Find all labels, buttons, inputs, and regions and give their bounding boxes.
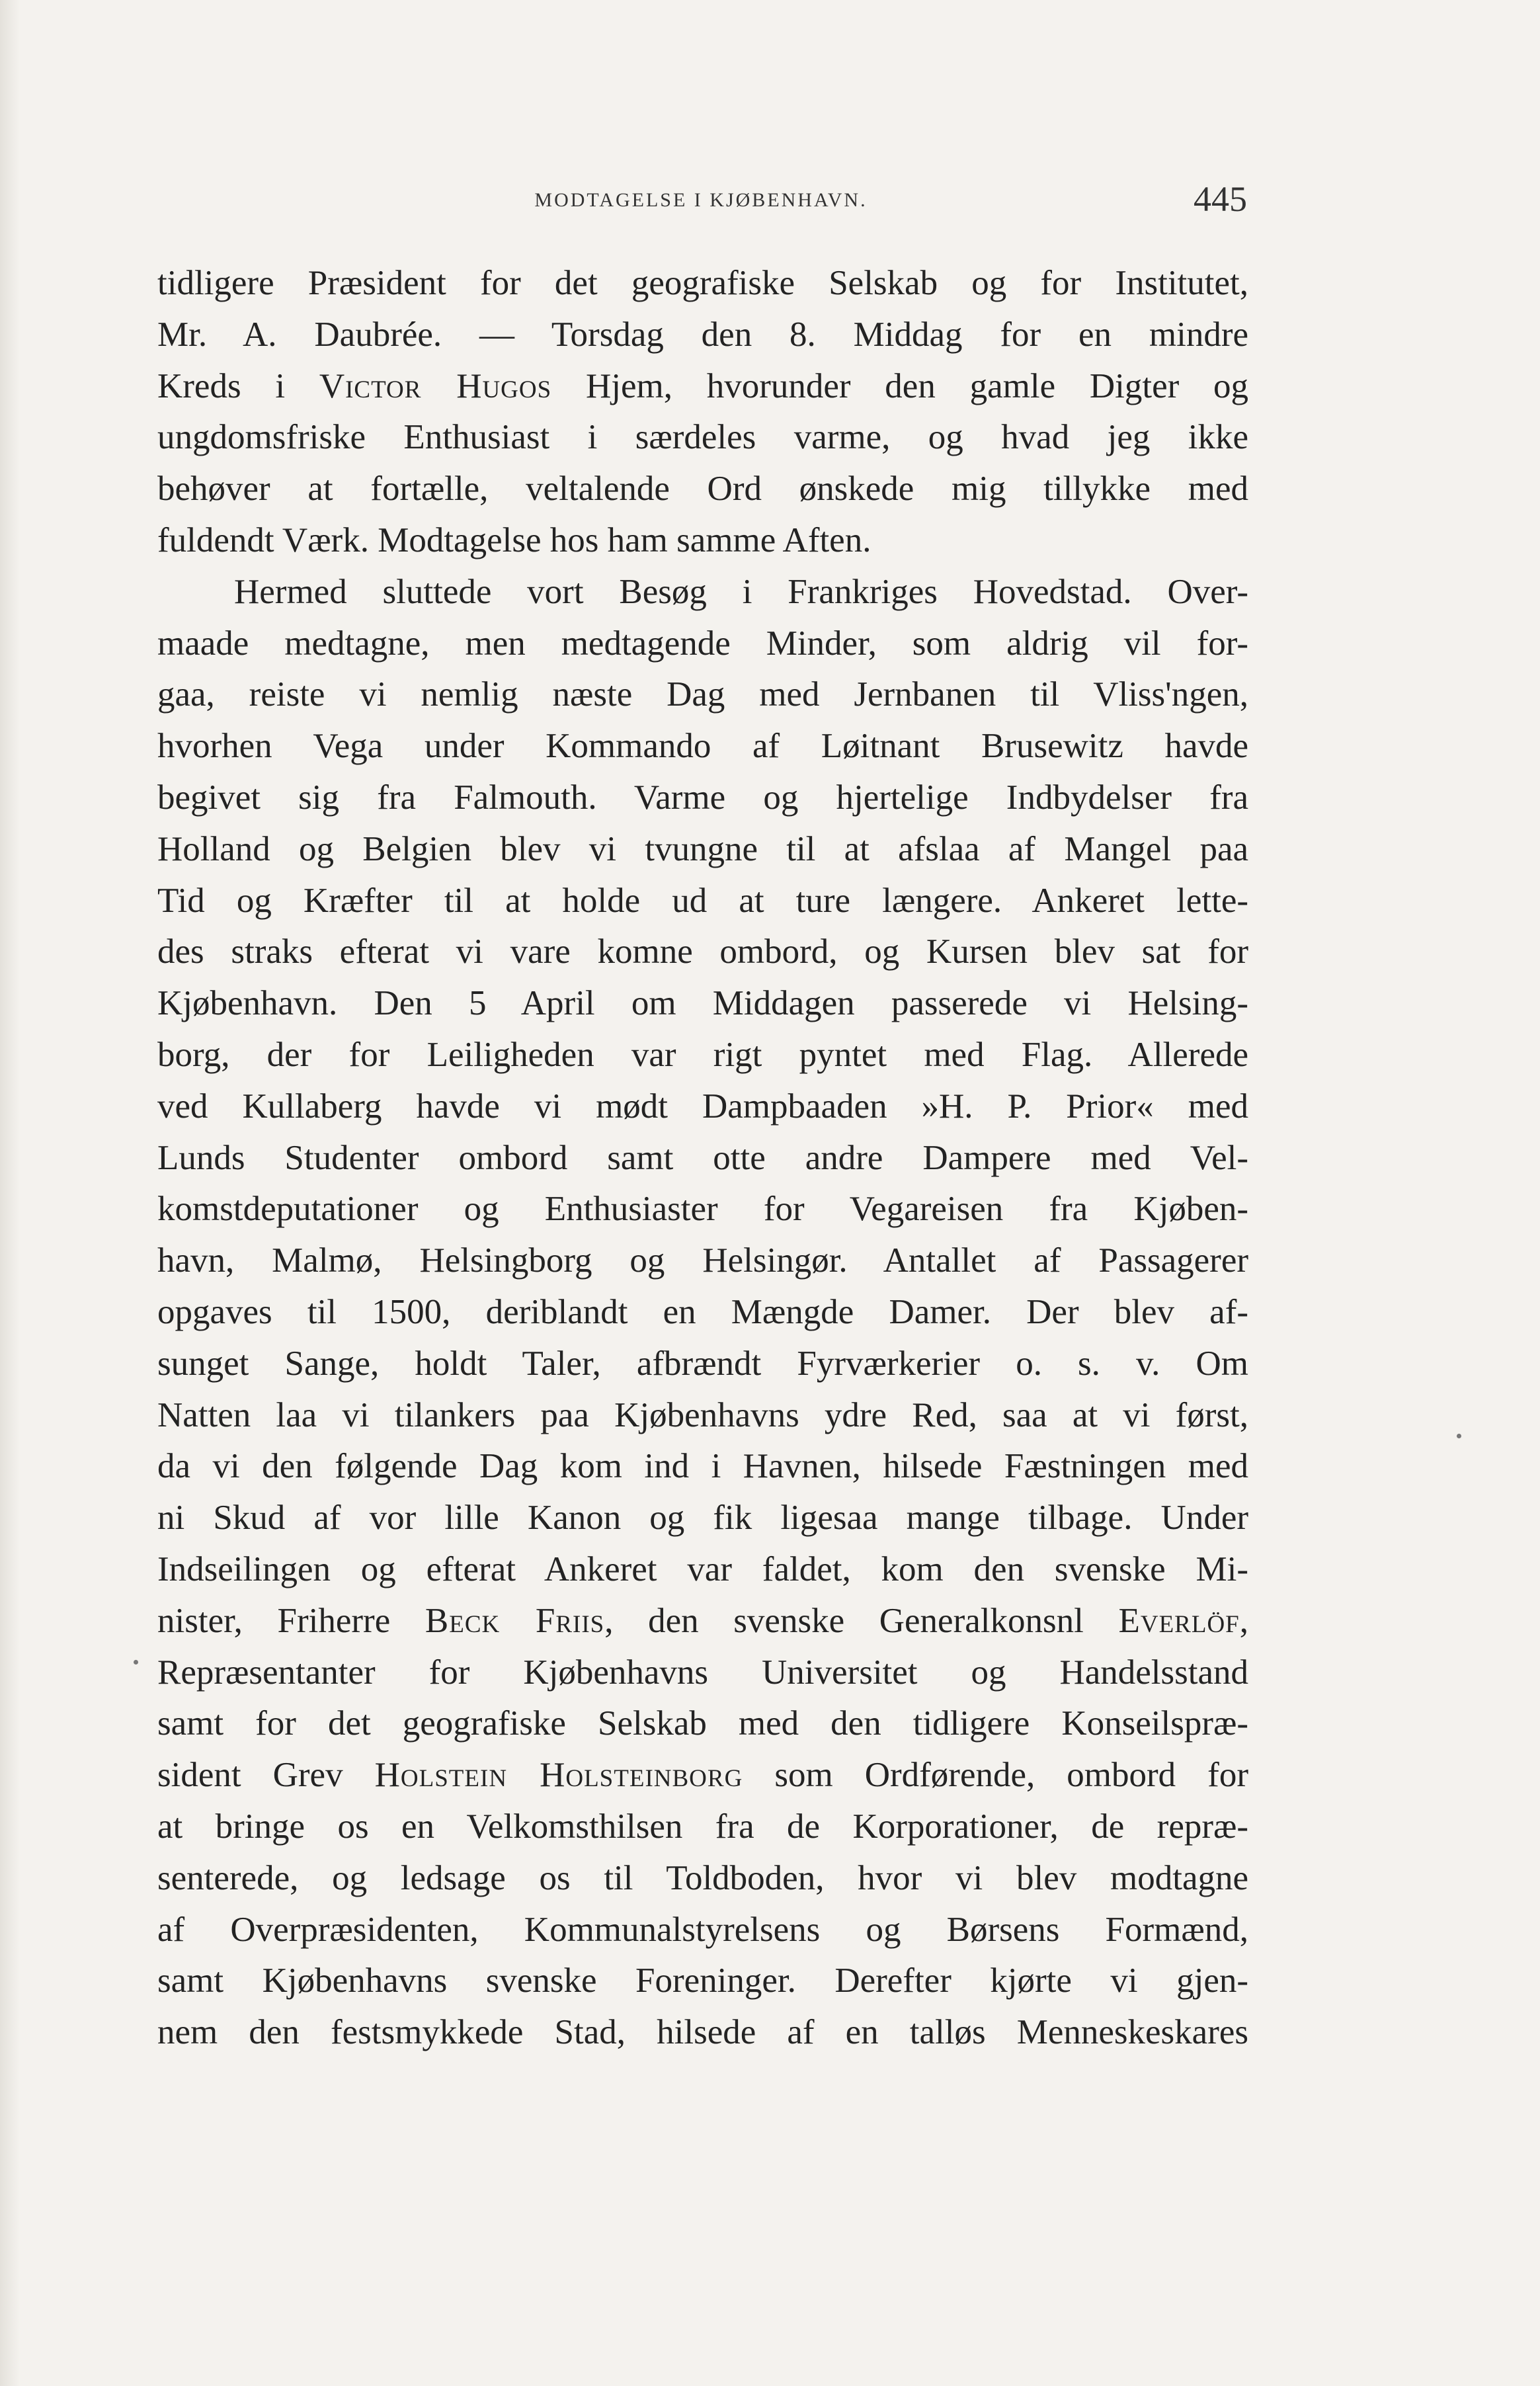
text-line: Lunds Studenter ombord samt otte andre Dampere med Vel- [157,1138,1248,1177]
running-head: MODTAGELSE I KJØBENHAVN. [534,189,868,211]
text-line: Kjøbenhavn. Den 5 April om Middagen passerede vi Helsing- [157,984,1248,1023]
text-line: Repræsentanter for Kjøbenhavns Universitet og Handelsstand [157,1653,1248,1692]
text-run: som Ordførende, ombord for [743,1756,1248,1795]
text-line: af Overpræsidenten, Kommunalstyrelsens og Børsens Formænd, [157,1910,1248,1949]
page-gutter-shadow [0,0,20,2386]
text-line [157,1596,1248,1647]
text-line: gaa, reiste vi nemlig næste Dag med Jernbanen til Vliss'ngen, [157,675,1248,714]
text-line: havn, Malmø, Helsingborg og Helsingør. Antallet af Passagerer [157,1241,1248,1280]
text-line: des straks efterat vi vare komne ombord, og Kursen blev sat for [157,932,1248,971]
text-line [157,1750,1248,1801]
text-line: da vi den følgende Dag kom ind i Havnen, hilsede Fæstningen med [157,1447,1248,1486]
text-line: Mr. A. Daubrée. — Torsdag den 8. Middag for en mindre [157,315,1248,354]
text-line [157,361,1248,413]
text-run: , den svenske Generalkonsnl [604,1601,1119,1640]
text-line: fuldendt Værk. Modtagelse hos ham samme Aften. [157,520,871,559]
person-name: Everlöf [1118,1601,1240,1640]
margin-speck [134,1660,138,1665]
text-line: ved Kullaberg havde vi mødt Dampbaaden »H. P. Prior« med [157,1087,1248,1126]
text-line: samt for det geografiske Selskab med den tidligere Konseilspræ- [157,1704,1248,1743]
text-line: ungdomsfriske Enthusiast i særdeles varme, og hvad jeg ikke [157,418,1248,457]
text-line: maade medtagne, men medtagende Minder, som aldrig vil for- [157,624,1248,663]
text-run: , [1239,1601,1248,1640]
text-line: borg, der for Leiligheden var rigt pyntet med Flag. Allerede [157,1035,1248,1074]
text-line: opgaves til 1500, deriblandt en Mængde Damer. Der blev af- [157,1292,1248,1331]
text-line: hvorhen Vega under Kommando af Løitnant Brusewitz havde [157,727,1248,766]
page-header [159,179,1247,231]
body-text [157,258,1248,2059]
text-line: komstdeputationer og Enthusiaster for Vegareisen fra Kjøben- [157,1190,1248,1229]
text-line: samt Kjøbenhavns svenske Foreninger. Derefter kjørte vi gjen- [157,1961,1248,2000]
text-line: nem den festsmykkede Stad, hilsede af en talløs Menneskeskares [157,2013,1248,2052]
margin-speck [1457,1434,1461,1438]
text-line: sunget Sange, holdt Taler, afbrændt Fyrværkerier o. s. v. Om [157,1344,1248,1383]
paragraph-start-line: Hermed sluttede vort Besøg i Frankriges Hovedstad. Over- [234,572,1248,611]
person-name: Beck Friis [425,1601,605,1640]
text-line: ni Skud af vor lille Kanon og fik ligesaa mange tilbage. Under [157,1499,1248,1538]
text-line: begivet sig fra Falmouth. Varme og hjertelige Indbydelser fra [157,778,1248,817]
text-line: behøver at fortælle, veltalende Ord ønskede mig tillykke med [157,470,1248,509]
text-run: Kreds i [157,366,319,405]
text-line: at bringe os en Velkomsthilsen fra de Korporationer, de repræ- [157,1807,1248,1846]
text-line: Indseilingen og efterat Ankeret var faldet, kom den svenske Mi- [157,1549,1248,1588]
person-name: Holstein Holsteinborg [374,1756,743,1795]
text-run: nister, Friherre [157,1601,425,1640]
person-name: Victor Hugos [319,366,552,405]
text-line: tidligere Præsident for det geografiske Selskab og for Institutet, [157,264,1248,302]
text-line: senterede, og ledsage os til Toldboden, hvor vi blev modtagne [157,1858,1248,1897]
text-line: Tid og Kræfter til at holde ud at ture længere. Ankeret lette- [157,881,1248,920]
text-line: Holland og Belgien blev vi tvungne til at afslaa af Mangel paa [157,829,1248,868]
page-number: 445 [1194,179,1247,219]
text-line: Natten laa vi tilankers paa Kjøbenhavns ydre Red, saa at vi først, [157,1395,1248,1434]
text-run: sident Grev [157,1756,375,1795]
text-run: Hjem, hvorunder den gamle Digter og [551,366,1249,405]
